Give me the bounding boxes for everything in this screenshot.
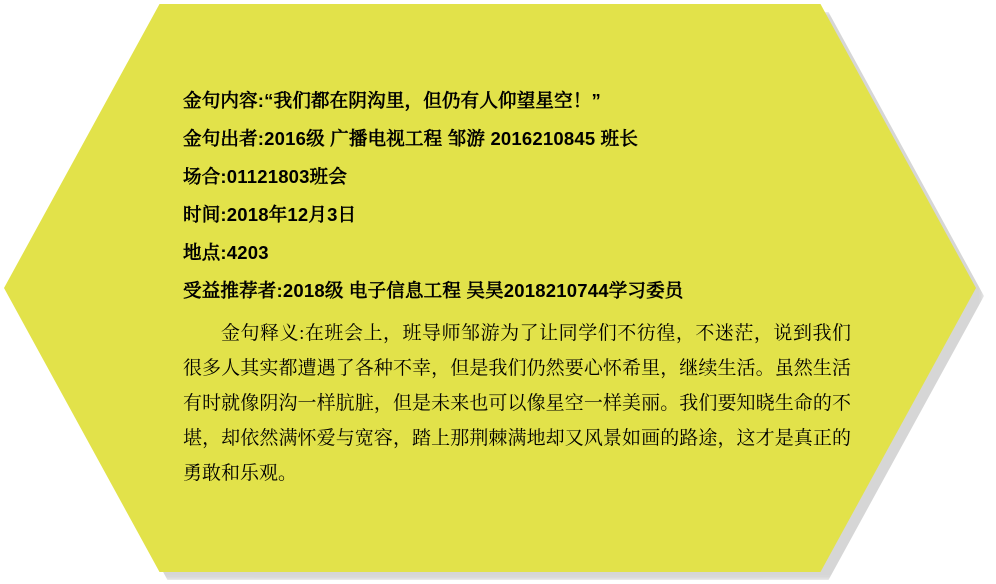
field-value: 2018年12月3日 <box>226 204 357 225</box>
explanation-label: 金句释义: <box>221 323 305 344</box>
field-quote-author <box>183 120 863 158</box>
field-label: 金句内容: <box>183 90 265 111</box>
field-value: 01121803班会 <box>226 166 348 187</box>
field-location <box>183 234 863 272</box>
field-time <box>183 196 863 234</box>
field-label: 场合: <box>183 166 227 187</box>
field-label: 受益推荐者: <box>183 280 283 301</box>
explanation-paragraph <box>183 316 851 491</box>
field-recommender <box>183 272 863 310</box>
field-label: 金句出者: <box>183 128 265 149</box>
explanation-text: 在班会上，班导师邹游为了让同学们不彷徨，不迷茫，说到我们很多人其实都遭遇了各种不幸，但是我们仍然要心怀希里，继续生活。虽然生活有时就像阴沟一样肮脏，但是未来也可以像星空一样美丽。我们要知晓生命的不堪，却依然满怀爱与宽容，踏上那荆棘满地却又风景如画的路途，这才是真正的勇敢和乐观。 <box>183 323 851 484</box>
field-quote-content <box>183 82 863 120</box>
card-content <box>183 82 863 491</box>
field-occasion <box>183 158 863 196</box>
field-value: 2016级 广播电视工程 邹游 2016210845 班长 <box>264 128 639 149</box>
field-value: 4203 <box>226 242 269 263</box>
field-label: 地点: <box>183 242 227 263</box>
field-value: 2018级 电子信息工程 吴昊2018210744学习委员 <box>282 280 684 301</box>
field-label: 时间: <box>183 204 227 225</box>
field-value: “我们都在阴沟里，但仍有人仰望星空！” <box>264 90 601 111</box>
